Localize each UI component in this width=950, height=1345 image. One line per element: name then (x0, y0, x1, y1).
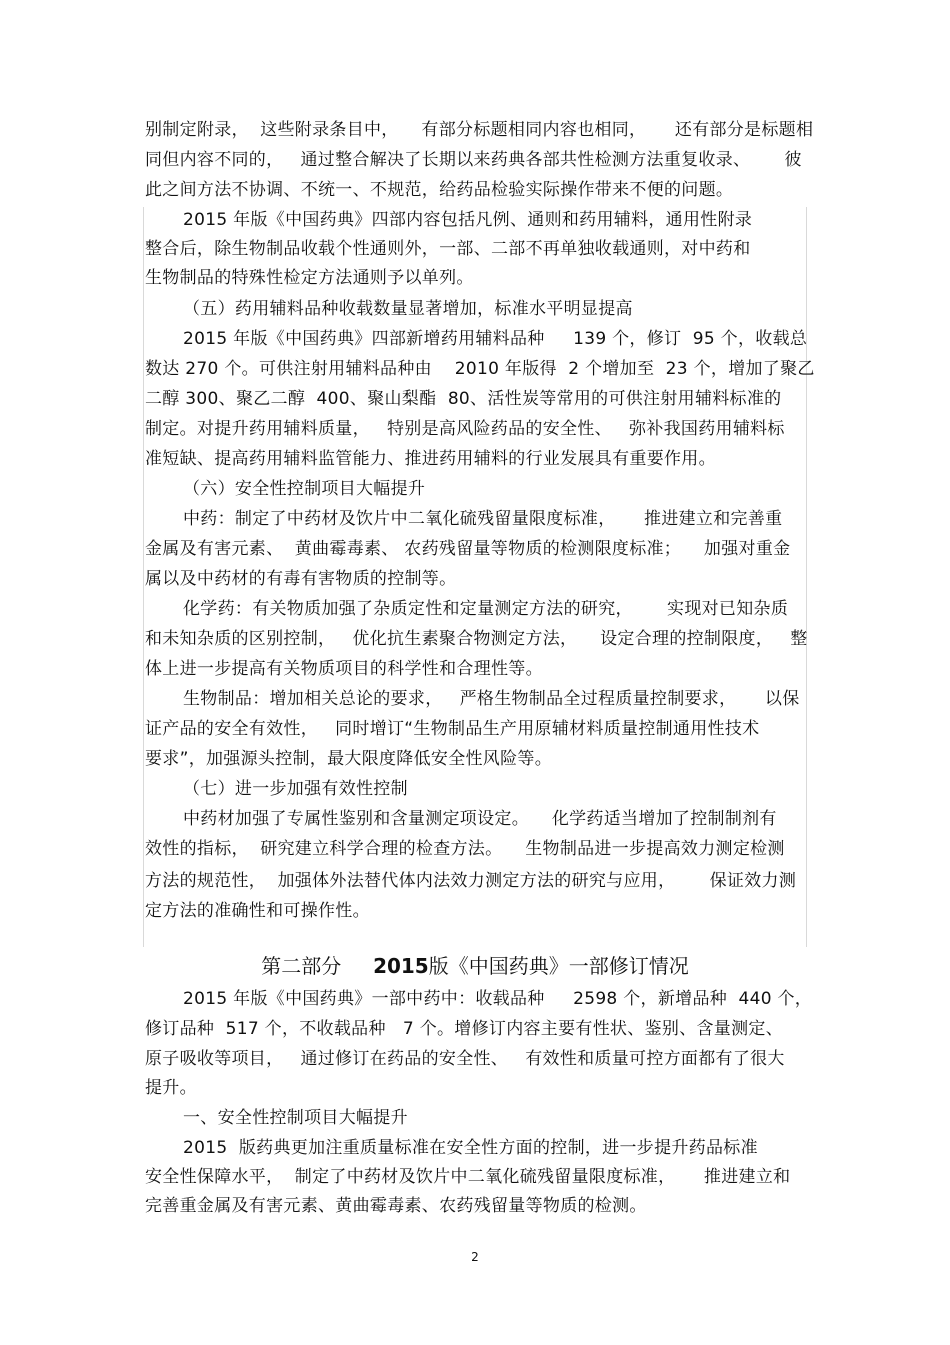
text-line: 2015 版药典更加注重质量标准在安全性方面的控制，进一步提升药品标准 (183, 1138, 758, 1158)
subheading: （七）进一步加强有效性控制 (183, 779, 408, 799)
text-line: 要求”，加强源头控制，最大限度降低安全性风险等。 (145, 749, 553, 769)
text-line: 整合后，除生物制品收载个性通则外，一部、二部不再单独收载通则，对中药和 (145, 239, 751, 259)
text-line: 此之间方法不协调、不统一、不规范，给药品检验实际操作带来不便的问题。 (145, 180, 734, 200)
text-line: 中药材加强了专属性鉴别和含量测定项设定。 化学药适当增加了控制制剂有 (183, 809, 777, 829)
text-line: 生物制品：增加相关总论的要求， 严格生物制品全过程质量控制要求， 以保 (183, 689, 800, 709)
text-line: 和未知杂质的区别控制， 优化抗生素聚合物测定方法， 设定合理的控制限度， 整 (145, 629, 808, 649)
section-title (0, 953, 950, 979)
text-line: 金属及有害元素、 黄曲霉毒素、 农药残留量等物质的检测限度标准； 加强对重金 (145, 539, 791, 559)
text-line: 2015 年版《中国药典》一部中药中：收载品种 2598 个，新增品种 440 个， (183, 989, 813, 1009)
text-line: 原子吸收等项目， 通过修订在药品的安全性、 有效性和质量可控方面都有了很大 (145, 1049, 785, 1069)
text-line: 中药：制定了中药材及饮片中二氧化硫残留量限度标准， 推进建立和完善重 (183, 509, 783, 529)
page-number: 2 (471, 1250, 479, 1264)
text-line: 属以及中药材的有毒有害物质的控制等。 (145, 569, 457, 589)
text-line: 完善重金属及有害元素、黄曲霉毒素、农药残留量等物质的检测。 (145, 1196, 647, 1216)
subheading: （六）安全性控制项目大幅提升 (183, 479, 426, 499)
text-line: 体上进一步提高有关物质项目的科学性和合理性等。 (145, 659, 543, 679)
text-line: 效性的指标， 研究建立科学合理的检查方法。 生物制品进一步提高效力测定检测 (145, 839, 785, 859)
subheading: 一、安全性控制项目大幅提升 (183, 1108, 408, 1128)
margin-rule-left (143, 207, 144, 947)
section-title-prefix: 第二部分 (261, 954, 342, 978)
text-line: 2015 年版《中国药典》四部内容包括凡例、通则和药用辅料，通用性附录 (183, 210, 753, 230)
text-line: 同但内容不同的， 通过整合解决了长期以来药典各部共性检测方法重复收录、 彼 (145, 150, 802, 170)
text-line: 2015 年版《中国药典》四部新增药用辅料品种 139 个，修订 95 个，收载总 (183, 329, 808, 349)
text-line: 数达 270 个。可供注射用辅料品种由 2010 年版得 2 个增加至 23 个，增加了聚乙 (145, 359, 815, 379)
text-line: 别制定附录， 这些附录条目中， 有部分标题相同内容也相同， 还有部分是标题相 (145, 120, 814, 140)
text-line: 定方法的准确性和可操作性。 (145, 901, 370, 921)
text-line: 修订品种 517 个，不收载品种 7 个。增修订内容主要有性状、鉴别、含量测定、 (145, 1019, 783, 1039)
section-title-year: 2015 (373, 954, 429, 978)
text-line: 二醇 300、聚乙二醇 400、聚山梨酯 80、活性炭等常用的可供注射用辅料标准的 (145, 389, 782, 409)
margin-rule-right (806, 207, 807, 947)
subheading: （五）药用辅料品种收载数量显著增加，标准水平明显提高 (183, 299, 633, 319)
text-line: 证产品的安全有效性， 同时增订“生物制品生产用原辅材料质量控制通用性技术 (145, 719, 760, 739)
text-line: 安全性保障水平， 制定了中药材及饮片中二氧化硫残留量限度标准， 推进建立和 (145, 1167, 791, 1187)
text-line: 制定。对提升药用辅料质量， 特别是高风险药品的安全性、 弥补我国药用辅料标 (145, 419, 785, 439)
text-line: 生物制品的特殊性检定方法通则予以单列。 (145, 268, 474, 288)
text-line: 化学药：有关物质加强了杂质定性和定量测定方法的研究， 实现对已知杂质 (183, 599, 789, 619)
section-title-suffix: 版《中国药典》一部修订情况 (428, 954, 689, 978)
text-line: 准短缺、提高药用辅料监管能力、推进药用辅料的行业发展具有重要作用。 (145, 449, 716, 469)
text-line: 方法的规范性， 加强体外法替代体内法效力测定方法的研究与应用， 保证效力测 (145, 871, 797, 891)
text-line: 提升。 (145, 1078, 197, 1098)
